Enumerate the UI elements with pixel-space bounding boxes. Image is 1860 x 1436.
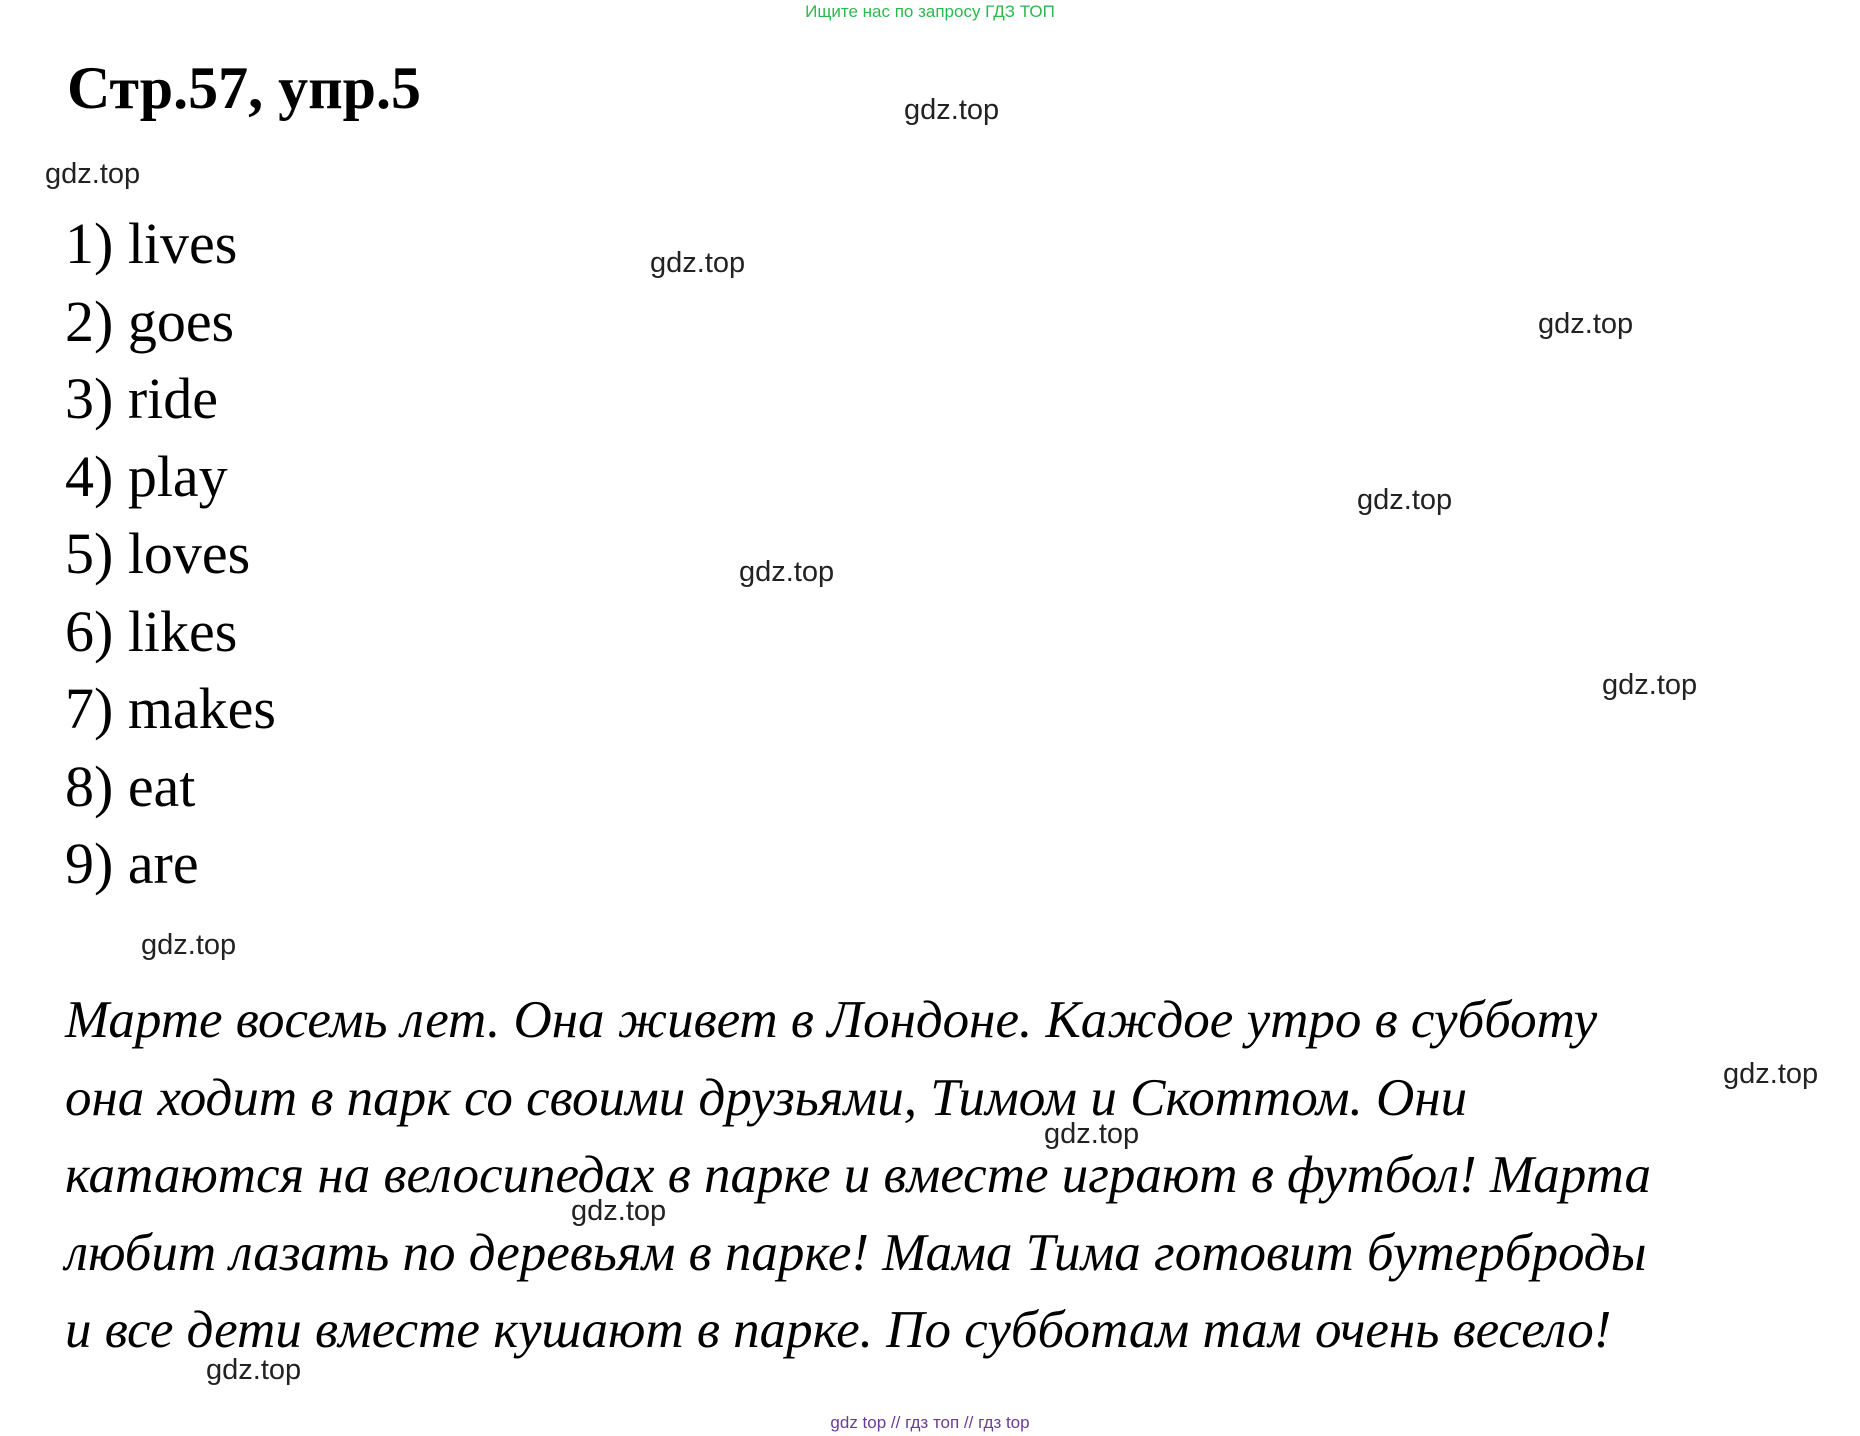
translation-line: и все дети вместе кушают в парке. По субботам там очень весело! <box>65 1301 1612 1359</box>
watermark: gdz.top <box>904 94 1000 126</box>
answer-item: 8) eat <box>65 753 196 819</box>
answer-item: 7) makes <box>65 676 276 741</box>
watermark: gdz.top <box>1357 484 1453 516</box>
top-banner: Ищите нас по запросу ГДЗ ТОП <box>805 2 1055 21</box>
answer-item: 2) goes <box>65 288 235 354</box>
footer: gdz top // гдз топ // гдз top <box>830 1413 1030 1432</box>
translation-line: Марте восемь лет. Она живет в Лондоне. Каждое утро в субботу <box>65 991 1598 1049</box>
watermark: gdz.top <box>1538 308 1634 340</box>
answer-list <box>65 205 276 903</box>
answer-item: 4) play <box>65 443 228 509</box>
watermark: gdz.top <box>1602 669 1698 701</box>
watermark: gdz.top <box>1723 1058 1819 1090</box>
answer-item: 6) likes <box>65 598 238 664</box>
watermark: gdz.top <box>650 247 746 279</box>
translation-line: катаются на велосипедах в парке и вместе играют в футбол! Марта <box>65 1146 1652 1204</box>
translation-line: любит лазать по деревьям в парке! Мама Тима готовит бутерброды <box>65 1223 1647 1282</box>
page-title: Стр.57, упр.5 <box>67 55 422 121</box>
answer-item: 1) lives <box>65 211 238 276</box>
answer-item: 5) loves <box>65 521 251 586</box>
translation-paragraph <box>65 982 1855 1370</box>
watermark: gdz.top <box>739 556 835 588</box>
answer-item: 9) are <box>65 831 199 896</box>
watermark: gdz.top <box>1044 1118 1140 1150</box>
answer-item: 3) ride <box>65 366 218 431</box>
watermark: gdz.top <box>571 1195 667 1227</box>
watermark: gdz.top <box>141 929 237 961</box>
watermark: gdz.top <box>45 158 141 190</box>
watermark: gdz.top <box>206 1354 302 1386</box>
translation-line: она ходит в парк со своими друзьями, Тимом и Скоттом. Они <box>65 1068 1468 1127</box>
